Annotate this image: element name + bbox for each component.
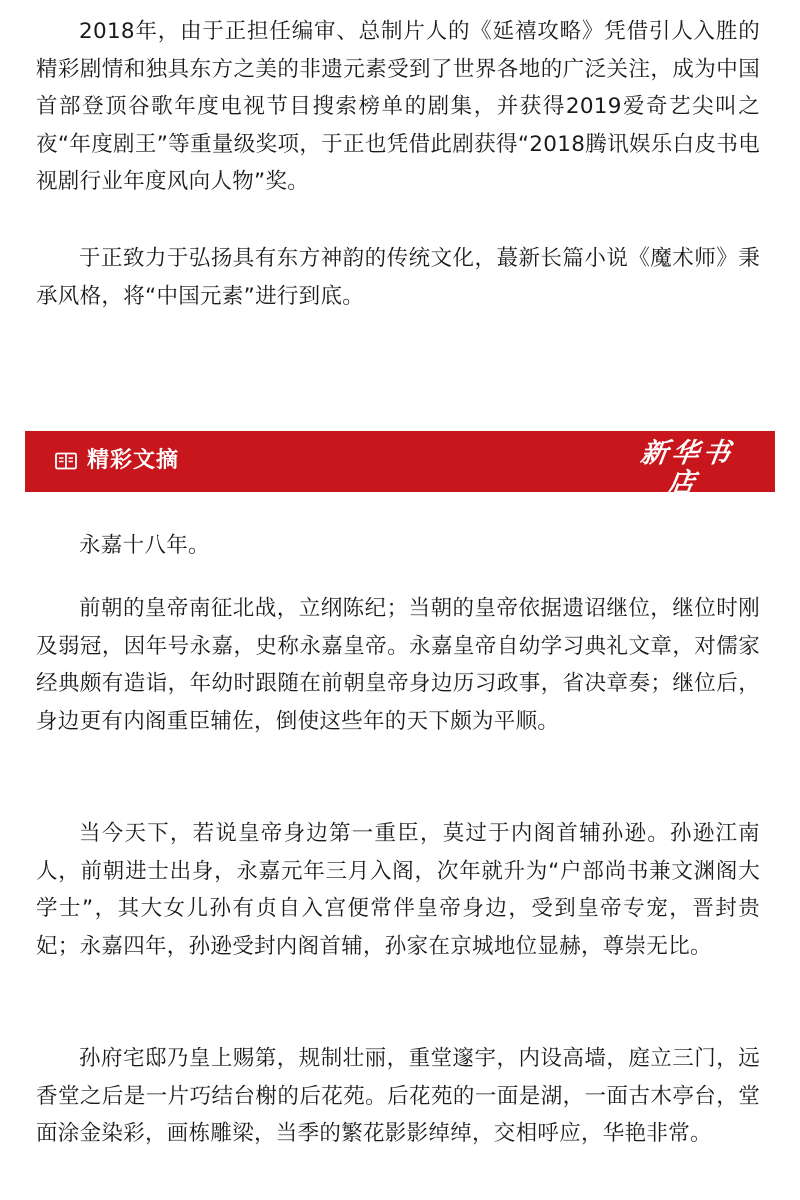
excerpt-paragraph: 永嘉十八年。 bbox=[79, 533, 210, 558]
intro-paragraph: 于正致力于弘扬具有东方神韵的传统文化，蕞新长篇小说《魔术师》秉承风格，将“中国元素”进行到底。 bbox=[36, 246, 760, 309]
logo-subtext: XINHUA BOOKSTORE bbox=[640, 500, 730, 507]
excerpt-paragraph: 前朝的皇帝南征北战，立纲陈纪；当朝的皇帝依据遗诏继位，继位时刚及弱冠，因年号永嘉，史称永嘉皇帝。永嘉皇帝自幼学习典礼文章，对儒家经典颇有造诣，年幼时跟随在前朝皇帝身边历习政事，省决章奏；继位后，身边更有内阁重臣辅佐，倒使这些年的天下颇为平顺。 bbox=[36, 596, 760, 734]
xinhua-bookstore-logo bbox=[625, 438, 745, 507]
section-title: 精彩文摘 bbox=[87, 448, 180, 473]
excerpt-section-banner bbox=[25, 431, 775, 507]
intro-paragraph: 2018年，由于正担任编审、总制片人的《延禧攻略》凭借引人入胜的精彩剧情和独具东方之美的非遗元素受到了世界各地的广泛关注，成为中国首部登顶谷歌年度电视节目搜索榜单的剧集，并获得2019爱奇艺尖叫之夜“年度剧王”等重量级奖项，于正也凭借此剧获得“2018腾讯娱乐白皮书电视剧行业年度风向人物”奖。 bbox=[36, 19, 760, 194]
logo-text: 新华书店 bbox=[638, 438, 736, 499]
open-book-icon bbox=[55, 452, 77, 470]
excerpt-paragraph: 当今天下，若说皇帝身边第一重臣，莫过于内阁首辅孙逊。孙逊江南人，前朝进士出身，永嘉元年三月入阁，次年就升为“户部尚书兼文渊阁大学士”，其大女儿孙有贞自入宫便常伴皇帝身边，受到皇帝专宠，晋封贵妃；永嘉四年，孙逊受封内阁首辅，孙家在京城地位显赫，尊崇无比。 bbox=[36, 821, 760, 959]
excerpt-paragraph: 孙府宅邸乃皇上赐第，规制壮丽，重堂邃宇，内设高墙，庭立三门，远香堂之后是一片巧结台榭的后花苑。后花苑的一面是湖，一面古木亭台，堂面涂金染彩，画栋雕梁，当季的繁花影影绰绰，交相呼应，华艳非常。 bbox=[36, 1046, 760, 1146]
